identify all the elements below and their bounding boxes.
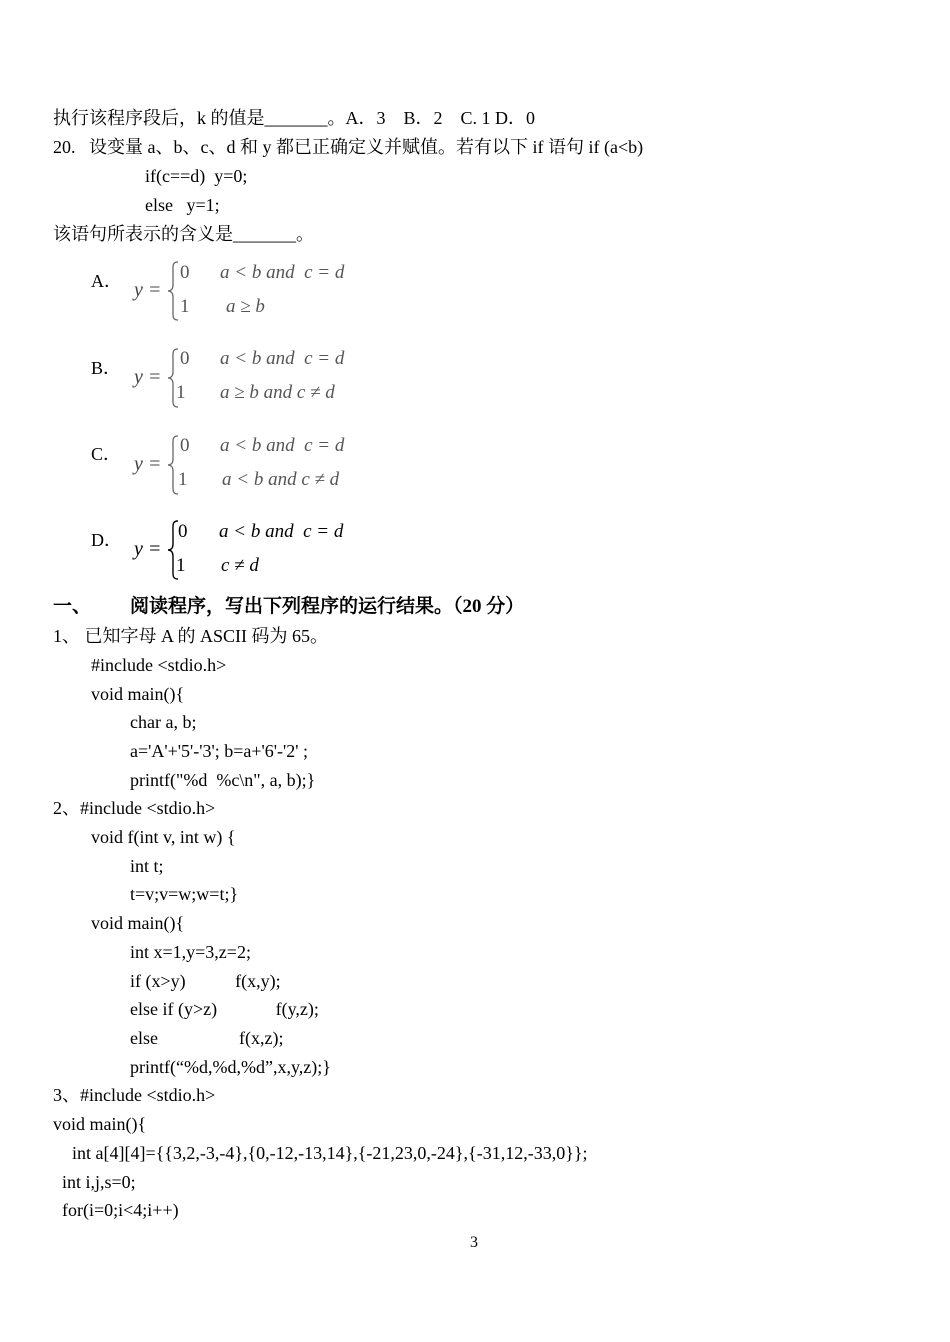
q2-code-line: printf(“%d,%d,%d”,x,y,z);} bbox=[130, 1057, 331, 1077]
option-b-row2-value: 1 bbox=[176, 382, 186, 403]
q1-code-line: printf("%d %c\n", a, b);} bbox=[130, 770, 316, 790]
prev-question-text: 执行该程序段后，k 的值是_______。A．3 B．2 C. 1 D．0 bbox=[53, 108, 536, 128]
q2-code-line: t=v;v=w;w=t;} bbox=[130, 884, 239, 904]
q3-code-line: void main(){ bbox=[53, 1114, 147, 1134]
option-a-row1-value: 0 bbox=[180, 262, 190, 283]
option-d-row2-value: 1 bbox=[176, 555, 186, 576]
section-number: 一、 bbox=[53, 596, 92, 617]
q2-code-line: void f(int v, int w) { bbox=[91, 827, 236, 847]
q2-code-line: else f(x,z); bbox=[130, 1028, 284, 1048]
q3-code-line: int a[4][4]={{3,2,-3,-4},{0,-12,-13,14},{-21,23,0,-24},{-31,12,-33,0}}; bbox=[72, 1143, 588, 1163]
q2-code-line: int t; bbox=[130, 856, 164, 876]
option-b-row2-condition: a ≥ b and c ≠ d bbox=[220, 382, 335, 403]
option-a-brace-icon bbox=[166, 260, 180, 322]
option-b-row1-condition: a < b and c = d bbox=[220, 348, 345, 369]
option-c-row1-condition: a < b and c = d bbox=[220, 435, 345, 456]
q2-code-line: int x=1,y=3,z=2; bbox=[130, 942, 251, 962]
q1-code-line: #include <stdio.h> bbox=[91, 655, 227, 675]
q20-code-line-2: else y=1; bbox=[145, 195, 220, 215]
q3-code-line: int i,j,s=0; bbox=[62, 1172, 136, 1192]
q2-code-line: void main(){ bbox=[91, 913, 185, 933]
q20-code-line-1: if(c==d) y=0; bbox=[145, 166, 248, 186]
q1-code-line: a='A'+'5'-'3'; b=a+'6'-'2' ; bbox=[130, 741, 309, 761]
option-b-y-equals: y = bbox=[134, 366, 162, 388]
option-d-row1-condition: a < b and c = d bbox=[219, 521, 344, 542]
q2-code-line: else if (y>z) f(y,z); bbox=[130, 999, 319, 1019]
option-c-row2-condition: a < b and c ≠ d bbox=[222, 469, 340, 490]
option-c-label: C． bbox=[91, 444, 122, 464]
option-b-label: B． bbox=[91, 358, 122, 378]
page-number: 3 bbox=[470, 1234, 478, 1251]
q2-title: 2、#include <stdio.h> bbox=[53, 798, 216, 818]
q1-code-line: char a, b; bbox=[130, 712, 197, 732]
q3-code-line: for(i=0;i<4;i++) bbox=[62, 1200, 179, 1220]
q3-title: 3、#include <stdio.h> bbox=[53, 1085, 216, 1105]
option-c-y-equals: y = bbox=[134, 453, 162, 475]
option-b-row1-value: 0 bbox=[180, 348, 190, 369]
option-a-row2-condition: a ≥ b bbox=[226, 296, 265, 317]
option-c-row1-value: 0 bbox=[180, 435, 190, 456]
q20-question: 该语句所表示的含义是_______。 bbox=[53, 224, 314, 244]
q2-code-line: if (x>y) f(x,y); bbox=[130, 971, 281, 991]
option-c-row2-value: 1 bbox=[178, 469, 188, 490]
option-d-y-equals: y = bbox=[134, 538, 162, 560]
q20-title: 20. 设变量 a、b、c、d 和 y 都已正确定义并赋值。若有以下 if 语句 if (a<b) bbox=[53, 137, 644, 157]
option-a-row2-value: 1 bbox=[180, 296, 190, 317]
option-d-row1-value: 0 bbox=[178, 521, 188, 542]
option-a-label: A． bbox=[91, 271, 122, 291]
q1-code-line: void main(){ bbox=[91, 684, 185, 704]
option-d-row2-condition: c ≠ d bbox=[221, 555, 259, 576]
section-title: 阅读程序，写出下列程序的运行结果。（20 分） bbox=[130, 596, 525, 617]
q1-title: 1、 已知字母 A 的 ASCII 码为 65。 bbox=[53, 626, 329, 646]
option-a-y-equals: y = bbox=[134, 279, 162, 301]
option-a-row1-condition: a < b and c = d bbox=[220, 262, 345, 283]
option-d-label: D． bbox=[91, 530, 122, 550]
